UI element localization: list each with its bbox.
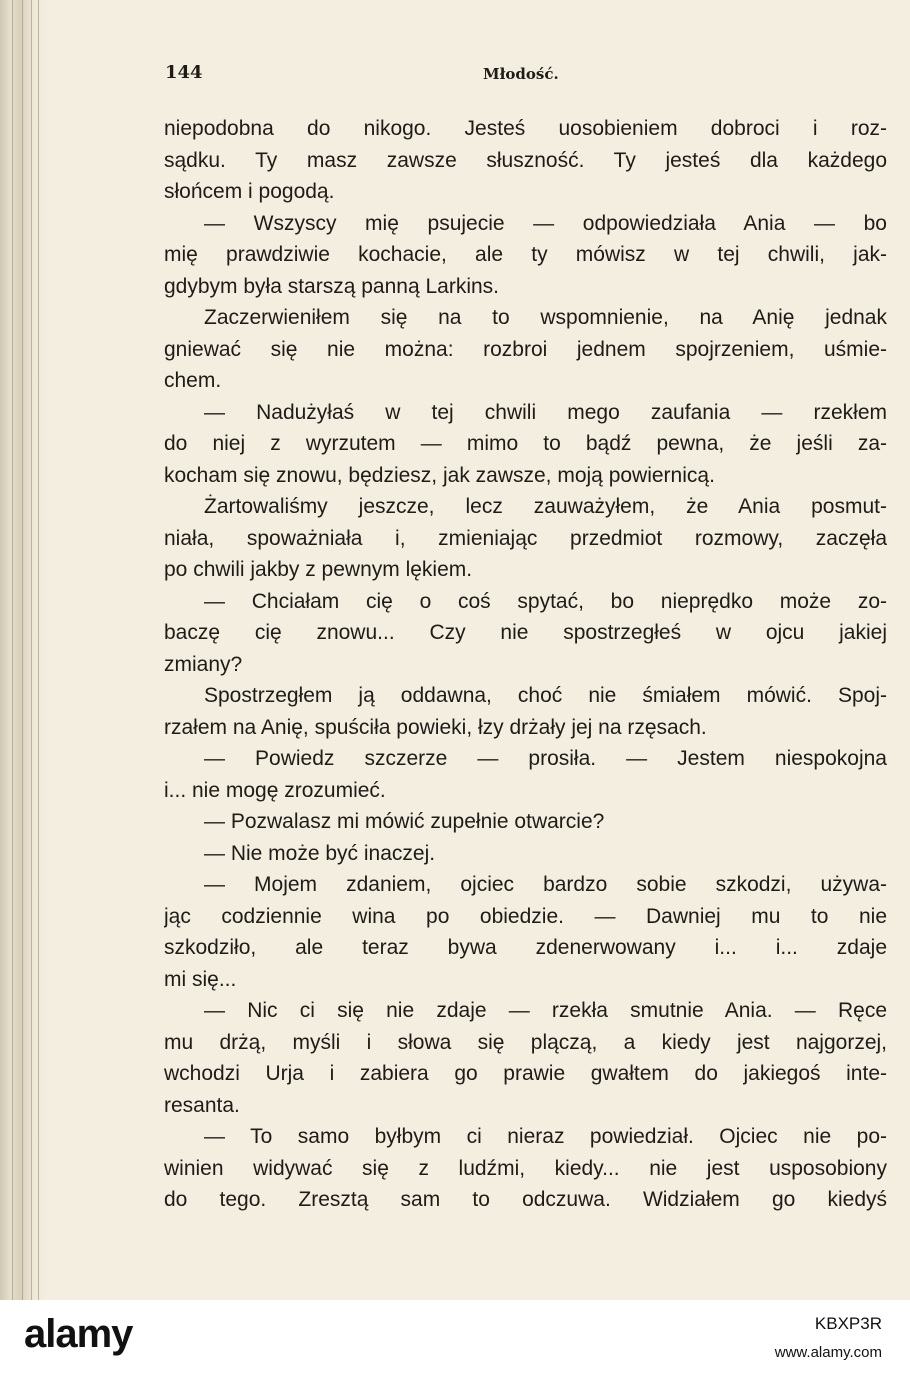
text-line: — Wszyscy mię psujecie — odpowiedziała Ania — bo xyxy=(204,211,887,235)
gutter-line xyxy=(12,0,13,1300)
text-line: gniewać się nie można: rozbroi jednem spojrzeniem, uśmie- xyxy=(164,337,887,361)
page-number: 144 xyxy=(165,62,203,83)
text-line: jąc codziennie wina po obiedzie. — Dawniej mu to nie xyxy=(164,904,887,928)
text-line: — Nadużyłaś w tej chwili mego zaufania — rzekłem xyxy=(204,400,887,424)
text-line: kocham się znowu, będziesz, jak zawsze, moją powiernicą. xyxy=(164,463,715,487)
body-text xyxy=(164,113,887,1216)
text-line: słońcem i pogodą. xyxy=(164,180,335,203)
brand-logo: alamy xyxy=(24,1312,133,1356)
running-title: Młodość. xyxy=(483,65,559,83)
text-line: rzałem na Anię, spuściła powieki, łzy drżały jej na rzęsach. xyxy=(164,715,707,739)
image-id: KBXP3R xyxy=(814,1314,882,1333)
text-line: wchodzi Urja i zabiera go prawie gwałtem do jakiegoś inte- xyxy=(164,1062,887,1085)
text-line: Spostrzegłem ją oddawna, choć nie śmiałem mówić. Spoj- xyxy=(204,684,887,707)
text-line: zmiany? xyxy=(164,652,243,676)
watermark-footer xyxy=(0,1300,910,1390)
gutter-line xyxy=(31,0,32,1300)
gutter-line xyxy=(38,0,39,1300)
text-line: — Nie może być inaczej. xyxy=(204,841,436,865)
text-line: mię prawdziwie kochacie, ale ty mówisz w tej chwili, jak- xyxy=(164,243,887,266)
gutter-line xyxy=(22,0,23,1300)
text-line: do niej z wyrzutem — mimo to bądź pewna, że jeśli za- xyxy=(164,432,887,455)
text-line: szkodziło, ale teraz bywa zdenerwowany i... i... zdaje xyxy=(164,936,887,959)
brand-url: www.alamy.com xyxy=(774,1344,882,1361)
text-line: Żartowaliśmy jeszcze, lecz zauważyłem, że Ania posmut- xyxy=(204,495,887,518)
text-line: baczę cię znowu... Czy nie spostrzegłeś w ojcu jakiej xyxy=(164,621,887,644)
book-gutter xyxy=(0,0,48,1300)
text-line: do tego. Zresztą sam to odczuwa. Widziałem go kiedyś xyxy=(164,1188,887,1211)
text-line: niepodobna do nikogo. Jesteś uosobieniem dobroci i roz- xyxy=(164,117,887,140)
text-line: — Pozwalasz mi mówić zupełnie otwarcie? xyxy=(204,810,605,833)
text-line: po chwili jakby z pewnym lękiem. xyxy=(164,558,473,581)
text-line: — Chciałam cię o coś spytać, bo nieprędko może zo- xyxy=(204,589,887,613)
text-line: — Powiedz szczerze — prosiła. — Jestem niespokojna xyxy=(204,747,887,770)
text-line: winien widywać się z ludźmi, kiedy... nie jest usposobiony xyxy=(164,1156,887,1180)
text-line: — To samo byłbym ci nieraz powiedział. Ojciec nie po- xyxy=(204,1125,887,1148)
text-line: — Mojem zdaniem, ojciec bardzo sobie szkodzi, używa- xyxy=(204,873,887,896)
text-line: mu drżą, myśli i słowa się plączą, a kiedy jest najgorzej, xyxy=(164,1030,887,1054)
running-head xyxy=(165,62,885,90)
text-line: — Nic ci się nie zdaje — rzekła smutnie Ania. — Ręce xyxy=(204,999,887,1022)
text-line: Zaczerwieniłem się na to wspomnienie, na Anię jednak xyxy=(204,306,887,329)
text-line: niała, spoważniała i, zmieniając przedmiot rozmowy, zaczęła xyxy=(164,526,887,550)
text-line: chem. xyxy=(164,369,222,392)
text-line: resanta. xyxy=(164,1093,240,1117)
text-line: mi się... xyxy=(164,967,237,991)
text-line: gdybym była starszą panną Larkins. xyxy=(164,274,500,298)
text-line: sądku. Ty masz zawsze słuszność. Ty jesteś dla każdego xyxy=(164,148,887,172)
text-line: i... nie mogę zrozumieć. xyxy=(164,778,386,802)
